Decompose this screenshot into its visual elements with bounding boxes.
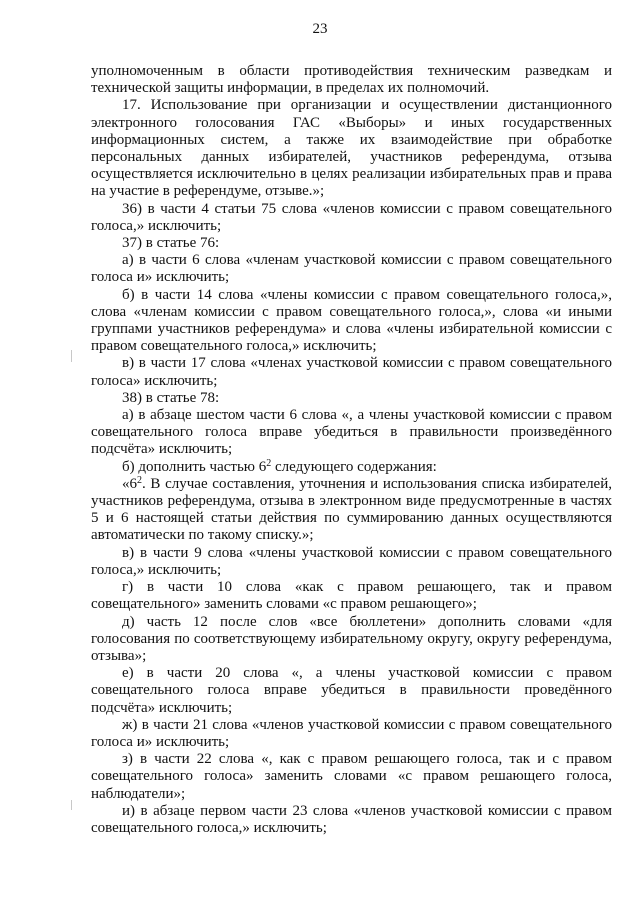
paragraph-item-38-zh: ж) в части 21 слова «членов участковой комиссии с правом совещательного голоса и» исключить;: [91, 716, 612, 750]
paragraph-item-38-g: г) в части 10 слова «как с правом решающего, так и правом совещательного» заменить словами «с правом решающего»;: [91, 579, 612, 613]
paragraph-continuation: уполномоченным в области противодействия техническим разведкам и технической защиты информации, в пределах их полномочий.: [91, 63, 612, 97]
superscript: 2: [266, 457, 272, 469]
paragraph-item-38-e: е) в части 20 слова «, а члены участковой комиссии с правом совещательного голоса вправе убедиться в правильности проведённого подсчёта» исключить;: [91, 665, 612, 716]
paragraph-item-38-a: а) в абзаце шестом части 6 слова «, а члены участковой комиссии с правом совещательного голоса вправе убедиться в правильности произведённого подсчёта» исключить;: [91, 407, 612, 458]
paragraph-item-37-a: а) в части 6 слова «членам участковой комиссии с правом совещательного голоса и» исключить;: [91, 252, 612, 286]
text-fragment: . В случае составления, уточнения и использования списка избирателей, участников референдума, отзыва в электронном виде предусмотренные в частях 5 и 6 настоящей статьи действия по суммированию данных осуществляются автоматически по такому списку.»;: [91, 475, 612, 544]
paragraph-item-38-d: д) часть 12 после слов «все бюллетени» дополнить словами «для голосования по соответствующему избирательному округу, округу референдума, отзыва»;: [91, 613, 612, 664]
superscript: 2: [137, 474, 142, 486]
paragraph-item-38-i: и) в абзаце первом части 23 слова «членов участковой комиссии с правом совещательного голоса,» исключить;: [91, 802, 612, 836]
paragraph-item-38-b: [91, 459, 612, 476]
margin-mark: [71, 800, 72, 810]
document-body: [91, 63, 612, 837]
paragraph-item-38: 38) в статье 78:: [122, 389, 220, 406]
paragraph-item-37-v: в) в части 17 слова «членах участковой комиссии с правом совещательного голоса» исключить;: [91, 355, 612, 389]
paragraph-item-17: 17. Использование при организации и осуществлении дистанционного электронного голосования ГАС «Выборы» и иных государственных информационных систем, а также их взаимодействие при обработке персональных данных избирателей, участников референдума, отзыва осуществляется исключительно в целях реализации избирательных прав и права на участие в референдуме, отзыве.»;: [91, 97, 612, 200]
paragraph-new-part-6-2: [91, 476, 612, 545]
paragraph-item-37: 37) в статье 76:: [122, 235, 220, 252]
text-fragment: б) дополнить частью 6: [122, 458, 267, 475]
text-fragment: «6: [122, 475, 137, 492]
paragraph-item-38-v: в) в части 9 слова «члены участковой комиссии с правом совещательного голоса,» исключить;: [91, 544, 612, 578]
paragraph-item-38-z: з) в части 22 слова «, как с правом решающего голоса, так и с правом совещательного голоса» заменить словами «с правом решающего голоса, наблюдатели»;: [91, 751, 612, 802]
paragraph-item-37-b: б) в части 14 слова «члены комиссии с правом совещательного голоса,», слова «членам комиссии с правом совещательного голоса,», слова «и иными группами участников референдума» и слова «члены избирательной комиссии с правом совещательного голоса,» исключить;: [91, 286, 612, 355]
margin-mark: [71, 350, 72, 362]
page-number: 23: [312, 21, 328, 37]
text-fragment: следующего содержания:: [271, 458, 437, 475]
paragraph-item-36: 36) в части 4 статьи 75 слова «членов комиссии с правом совещательного голоса,» исключить;: [91, 200, 612, 234]
